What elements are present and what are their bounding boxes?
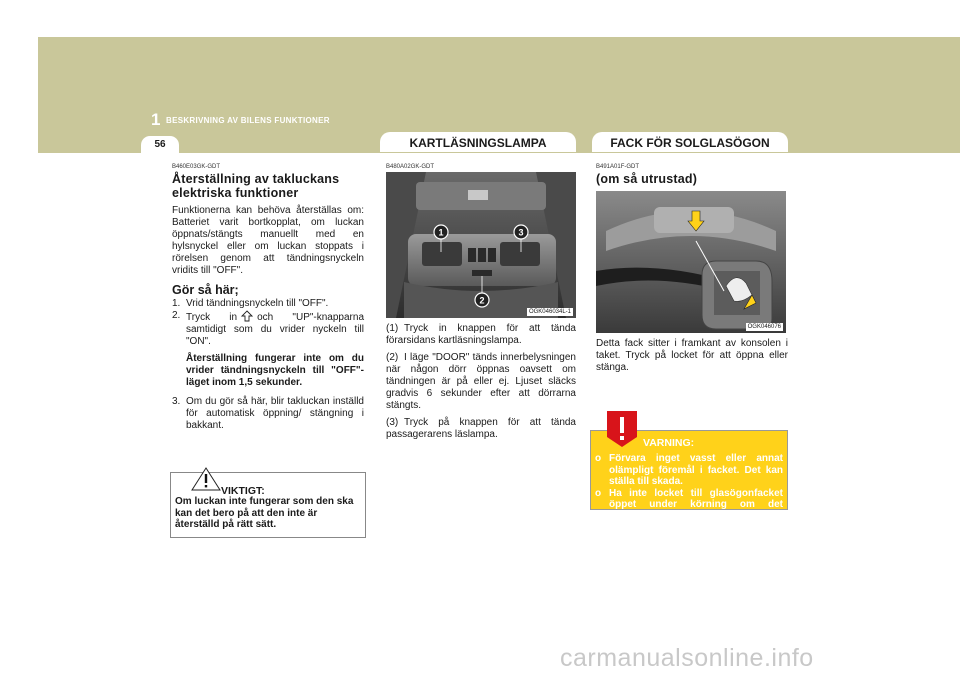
description-text: Detta fack sitter i framkant av konsolen i taket. Tryck på locket för att öppna eller stänga. xyxy=(596,338,788,373)
bullet: o xyxy=(595,453,602,464)
warning-exclamation-icon xyxy=(605,409,639,449)
step-number: 1. xyxy=(172,298,181,309)
tab-map-light: KARTLÄSNINGSLAMPA xyxy=(380,132,576,152)
steps-list xyxy=(172,298,364,432)
reset-note: Återställning fungerar inte om du vrider tändningsnyckeln till "OFF"-läget inom 1,5 sekunder. xyxy=(186,353,364,388)
list-item xyxy=(386,352,576,412)
sunroof-reset-section xyxy=(172,164,364,432)
map-light-photo xyxy=(386,172,576,318)
svg-text:2: 2 xyxy=(479,295,485,306)
bullet: o xyxy=(595,487,602,499)
map-light-illustration xyxy=(386,172,576,318)
warning-item xyxy=(595,488,783,523)
svg-text:1: 1 xyxy=(438,227,444,238)
tab-sunglass-holder: FACK FÖR SOLGLASÖGON xyxy=(592,132,788,152)
section-code: B491A01F-GDT xyxy=(596,164,640,170)
photo-code: OGK046076 xyxy=(747,324,781,330)
item-text: Tryck in knappen för att tända förarsidans kartläsningslampa. xyxy=(386,323,576,346)
list-item xyxy=(172,310,364,389)
step-text: Vrid tändningsnyckeln till "OFF". xyxy=(186,298,329,309)
callout-3 xyxy=(514,225,528,239)
step-number: 2. xyxy=(172,310,181,321)
item-text: I läge "DOOR" tänds innerbelysningen när någon dörr öppnas oavsett om tändningen är på eller ej. Ljuset släcks gradvis 6 sekunder efter att dörrarna stängts. xyxy=(386,352,576,411)
photo-code: OGK046034L-1 xyxy=(528,309,571,315)
notice-text: Om luckan inte fungerar som den ska kan det bero på att den inte är återställd på rätt sätt. xyxy=(175,496,354,530)
item-number: (2) xyxy=(386,352,399,363)
sunglass-holder-section xyxy=(596,164,788,374)
intro-text: Funktionerna kan behöva återställas om: Batteriet varit bortkopplat, om luckan öppnats/stängts manuellt med en hylsnyckel eller om luckan stoppats i rörelsen genom att tändningsnyckeln vridits till "OFF". xyxy=(172,205,364,276)
section-title: (om så utrustad) xyxy=(596,172,698,186)
sunglass-holder-photo xyxy=(596,191,786,333)
list-item xyxy=(172,396,364,432)
callout-2 xyxy=(475,293,489,307)
list-item xyxy=(386,417,576,441)
svg-text:3: 3 xyxy=(518,227,524,238)
section-code: B460E03GK-GDT xyxy=(172,164,221,170)
warning-text: Ha inte locket till glasögonfacket öppet under körning om det skymmer den inre backspegeln. xyxy=(609,487,783,522)
callout-1 xyxy=(434,225,448,239)
howto-heading: Gör så här; xyxy=(172,283,239,297)
notice-title: VIKTIGT: xyxy=(221,485,265,497)
up-arrow-icon xyxy=(241,310,253,322)
caution-triangle-icon xyxy=(191,467,221,491)
item-number: (3) xyxy=(386,417,399,428)
page-number: 56 xyxy=(141,136,179,154)
warning-title: VARNING: xyxy=(643,437,695,449)
map-light-list xyxy=(386,323,576,441)
step-text: Om du gör så här, blir takluckan inställd för automatisk öppning/ stängning i bakkant. xyxy=(186,396,364,431)
chapter-title: BESKRIVNING AV BILENS FUNKTIONER xyxy=(166,116,330,125)
list-item xyxy=(386,323,576,347)
step-number: 3. xyxy=(172,396,181,407)
section-title: Återställning av takluckans elektriska funktioner xyxy=(172,172,340,200)
step-text-pre: Tryck in xyxy=(186,312,238,323)
list-item xyxy=(172,298,364,310)
warning-item xyxy=(595,453,783,488)
warning-text: Förvara inget vasst eller annat olämpligt föremål i facket. Det kan ställa till skada. xyxy=(609,453,783,487)
item-text: Tryck på knappen för att tända passagerarens läslampa. xyxy=(386,417,576,440)
sunglass-holder-illustration xyxy=(596,191,786,333)
step-text-post: och "UP"-knapparna samtidigt som du vrider nyckeln till "ON". xyxy=(186,312,364,347)
map-light-section xyxy=(386,164,576,441)
item-number: (1) xyxy=(386,323,399,334)
chapter-number: 1 xyxy=(151,110,161,129)
section-code: B480A02GK-GDT xyxy=(386,164,435,170)
warning-box xyxy=(590,430,788,522)
watermark: carmanualsonline.info xyxy=(560,644,814,672)
notice-box xyxy=(170,472,366,538)
